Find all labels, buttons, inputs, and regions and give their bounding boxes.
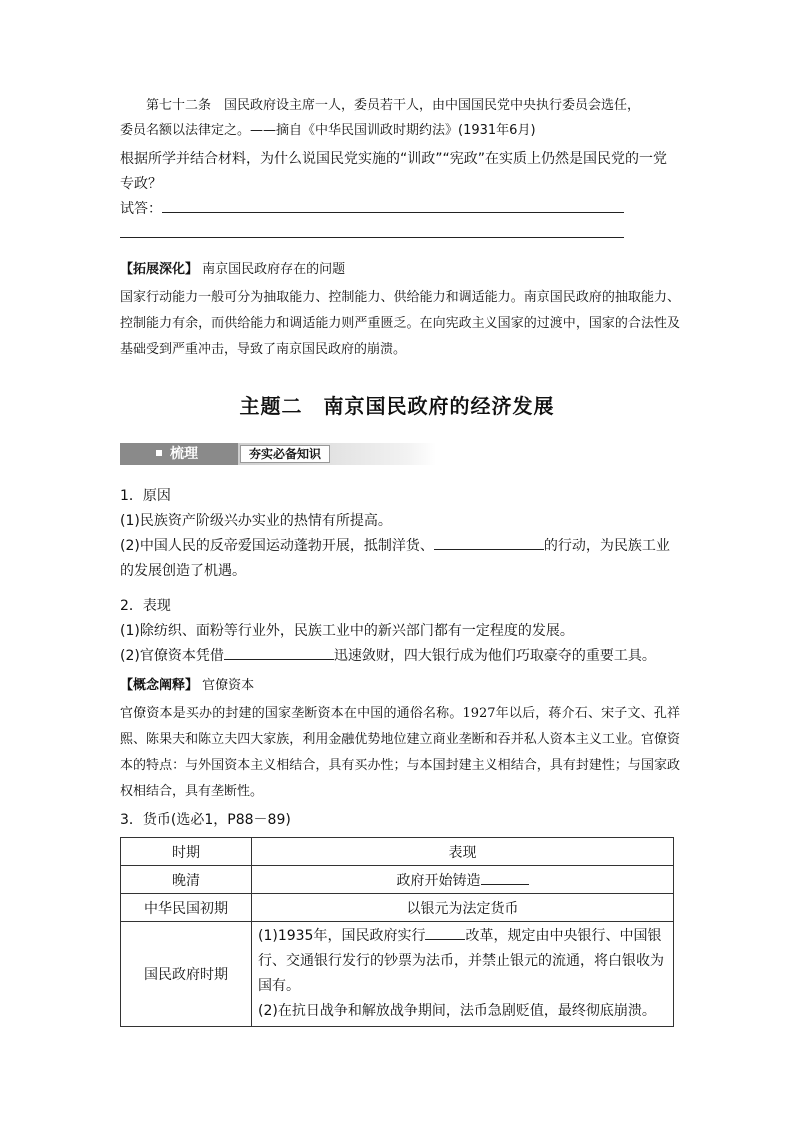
row-text — [252, 922, 674, 1027]
quote-line-1: 第七十二条 国民政府设主席一人，委员若干人，由中国国民党中央执行委员会选任， — [146, 98, 641, 113]
quote-block — [120, 93, 680, 143]
row-text — [252, 866, 674, 894]
row-line-1-a: (1)1935年，国民政府实行 — [258, 928, 426, 944]
row-text-a: 政府开始铸造 — [396, 872, 481, 889]
concept-body: 官僚资本是买办的封建的国家垄断资本在中国的通俗名称。1927年以后，蒋介石、宋子文、孔祥熙、陈果夫和陈立夫四大家族，利用金融优势地位建立商业垄断和吞并私人资本主义工业。官僚资本的特点：与外国资本主义相结合，具有买办性；与本国封建主义相结合，具有封建性；与国家政权相结合，具有垄断性。 — [120, 706, 680, 799]
table-row — [121, 894, 674, 922]
currency-table — [120, 837, 674, 1027]
answer-label: 试答： — [120, 201, 162, 217]
performance-item-2-b: 迅速敛财，四大银行成为他们巧取豪夺的重要工具。 — [333, 648, 656, 664]
performance-heading: 2．表现 — [120, 598, 171, 614]
extension-body-block — [120, 285, 680, 363]
answer-line — [120, 197, 680, 222]
concept-title: 官僚资本 — [202, 678, 255, 693]
performance-item-2-a: (2)官僚资本凭借 — [120, 648, 224, 664]
question-text: 根据所学并结合材料，为什么说国民党实施的“训政”“宪政”在实质上仍然是国民党的一党专政？ — [120, 151, 668, 192]
answer-line-2 — [120, 222, 680, 247]
banner-main — [120, 443, 238, 465]
quote-line-2 — [120, 118, 680, 143]
concept-heading-block — [120, 673, 680, 698]
header-period: 时期 — [121, 838, 252, 866]
extension-heading — [120, 257, 680, 282]
row-period: 中华民国初期 — [121, 894, 252, 922]
performance-block — [120, 594, 680, 669]
reasons-blank[interactable] — [434, 535, 544, 550]
reasons-item-1: (1)民族资产阶级兴办实业的热情有所提高。 — [120, 513, 392, 529]
row-line-1-b: 改革，规定由中央银行、中国银行、交通银行发行的钞票为法币，并禁止银元的流通，将白银收为国有。 — [258, 928, 664, 994]
table-row — [121, 866, 674, 894]
reasons-block — [120, 484, 680, 584]
row-blank[interactable] — [481, 870, 529, 885]
answer-blank-1[interactable] — [162, 198, 624, 213]
row-period: 国民政府时期 — [121, 922, 252, 1027]
concept-tag: 【概念阐释】 — [120, 678, 199, 693]
section-title: 主题二 南京国民政府的经济发展 — [239, 394, 555, 418]
answer-blank-2[interactable] — [120, 223, 624, 238]
quote-source: ——摘自《中华民国训政时期约法》(1931年6月) — [250, 123, 536, 138]
row-line-1 — [258, 924, 667, 999]
section-banner — [120, 443, 436, 465]
table-row — [121, 922, 674, 1027]
row-text: 以银元为法定货币 — [252, 894, 674, 922]
banner-sub-area — [238, 443, 436, 465]
row-period: 晚清 — [121, 866, 252, 894]
extension-title: 南京国民政府存在的问题 — [202, 262, 346, 277]
row-line-2: (2)在抗日战争和解放战争期间，法币急剧贬值，最终彻底崩溃。 — [258, 1003, 656, 1019]
quote-line-2-text: 委员名额以法律定之。 — [120, 123, 251, 138]
currency-heading-block — [120, 808, 680, 833]
extension-tag: 【拓展深化】 — [120, 262, 199, 277]
concept-heading — [120, 673, 680, 698]
concept-body-block — [120, 701, 680, 805]
header-performance: 表现 — [252, 838, 674, 866]
currency-heading: 3．货币(选必1，P88－89) — [120, 812, 291, 828]
extension-body: 国家行动能力一般可分为抽取能力、控制能力、供给能力和调适能力。南京国民政府的抽取能力、控制能力有余，而供给能力和调适能力则严重匮乏。在向宪政主义国家的过渡中，国家的合法性及基础受到严重冲击，导致了南京国民政府的崩溃。 — [120, 290, 680, 357]
reasons-item-2 — [120, 534, 680, 584]
performance-item-2 — [120, 644, 680, 669]
reasons-item-2-a: (2)中国人民的反帝爱国运动蓬勃开展，抵制洋货、 — [120, 538, 434, 554]
extension-block — [120, 257, 680, 282]
table-header-row — [121, 838, 674, 866]
row-blank[interactable] — [425, 925, 465, 940]
banner-main-label: 梳理 — [170, 446, 198, 462]
banner-sub-label: 夯实必备知识 — [240, 445, 330, 463]
performance-item-1: (1)除纺织、面粉等行业外，民族工业中的新兴部门都有一定程度的发展。 — [120, 623, 574, 639]
reasons-item-2-b: 的行动，为民族工业的发展创造了机遇。 — [120, 538, 670, 579]
performance-blank[interactable] — [224, 645, 334, 660]
question-block — [120, 147, 680, 247]
square-icon — [156, 450, 162, 456]
reasons-heading: 1．原因 — [120, 488, 171, 504]
